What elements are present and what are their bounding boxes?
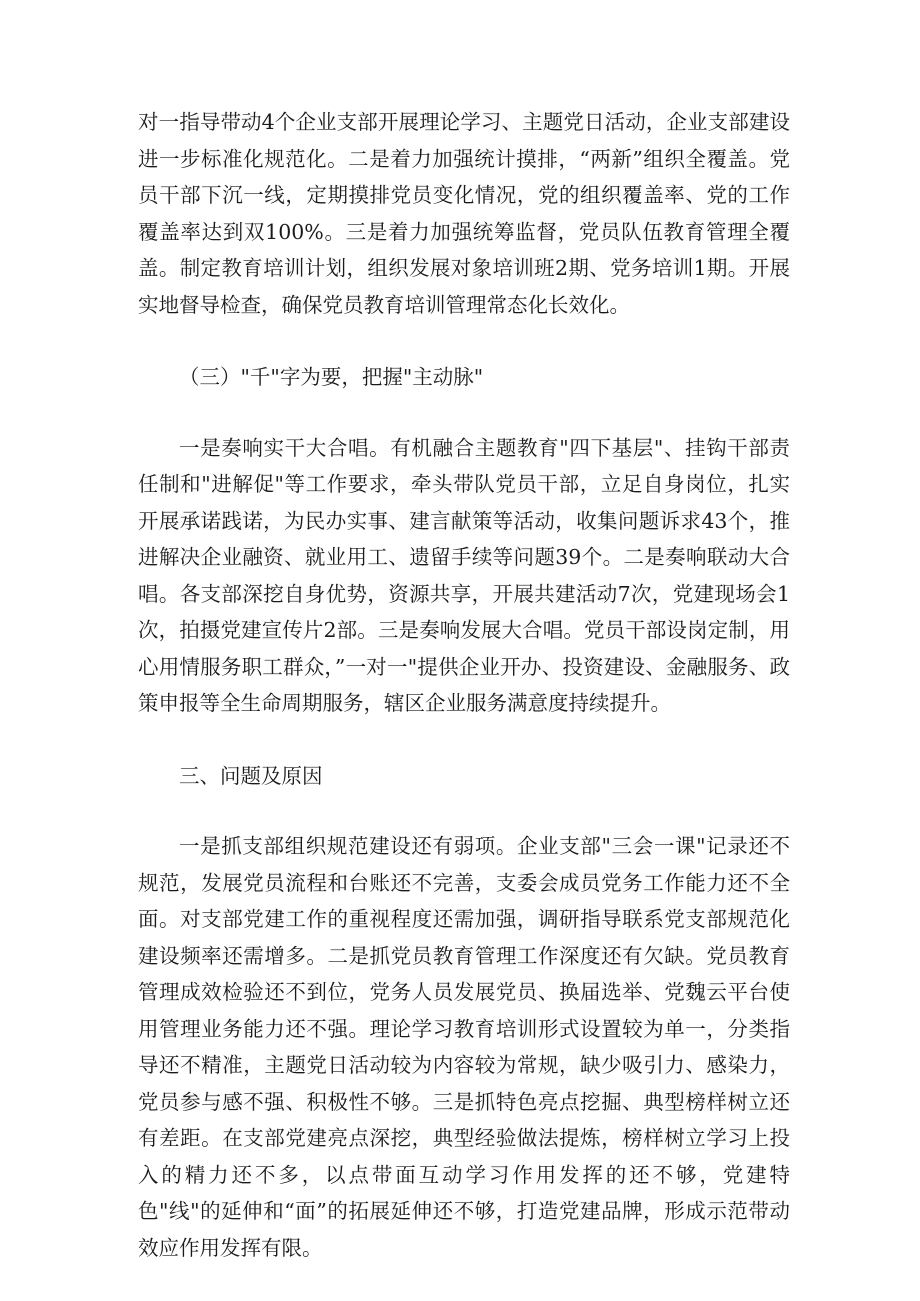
spacer <box>138 323 790 359</box>
spacer <box>138 396 790 430</box>
document-page <box>138 104 790 1266</box>
part-3-paragraph: 一是抓支部组织规范建设还有弱项。企业支部"三会一课"记录还不规范，发展党员流程和台账还不完善，支委会成员党务工作能力还不全面。对支部党建工作的重视程度还需加强，调研指导联系党支部规范化建设频率还需增多。二是抓党员教育管理工作深度还有欠缺。党员教育管理成效检验还不到位，党务人员发展党员、换届选举、党魏云平台使用管理业务能力还不强。理论学习教育培训形式设置较为单一，分类指导还不精准，主题党日活动较为内容较为常规，缺少吸引力、感染力，党员参与感不强、积极性不够。三是抓特色亮点挖掘、典型榜样树立还有差距。在支部党建亮点深挖，典型经验做法提炼，榜样树立学习上投入的精力还不多，以点带面互动学习作用发挥的还不够，党建特色"线"的延伸和“面”的拓展延伸还不够，打造党建品牌，形成示范带动效应作用发挥有限。 <box>138 834 790 1260</box>
section-3-paragraph: 一是奏响实干大合唱。有机融合主题教育"四下基层"、挂钩干部责任制和"进解促"等工作要求，牵头带队党员干部，立足自身岗位，扎实开展承诺践诺，为民办实事、建言献策等活动，收集问题诉求43个，推进解决企业融资、就业用工、遗留手续等问题39个。二是奏响联动大合唱。各支部深挖自身优势，资源共享，开展共建活动7次，党建现场会1次，拍摄党建宣传片2部。三是奏响发展大合唱。党员干部设岗定制，用心用情服务职工群众，”一对一"提供企业开办、投资建设、金融服务、政策申报等全生命周期服务，辖区企业服务满意度持续提升。 <box>138 435 790 715</box>
section-3-heading: （三）"千"字为要，把握"主动脉" <box>179 365 484 389</box>
continuation-paragraph: 对一指导带动4个企业支部开展理论学习、主题党日活动，企业支部建设进一步标准化规范化。二是着力加强统计摸排，“两新”组织全覆盖。党员干部下沉一线，定期摸排党员变化情况，党的组织覆盖率、党的工作覆盖率达到双100%。三是着力加强统筹监督，党员队伍教育管理全覆盖。制定教育培训计划，组织发展对象培训班2期、党务培训1期。开展实地督导检查，确保党员教育培训管理常态化长效化。 <box>138 110 790 317</box>
part-3-heading: 三、问题及原因 <box>179 763 323 788</box>
spacer <box>138 722 790 758</box>
spacer <box>138 794 790 828</box>
